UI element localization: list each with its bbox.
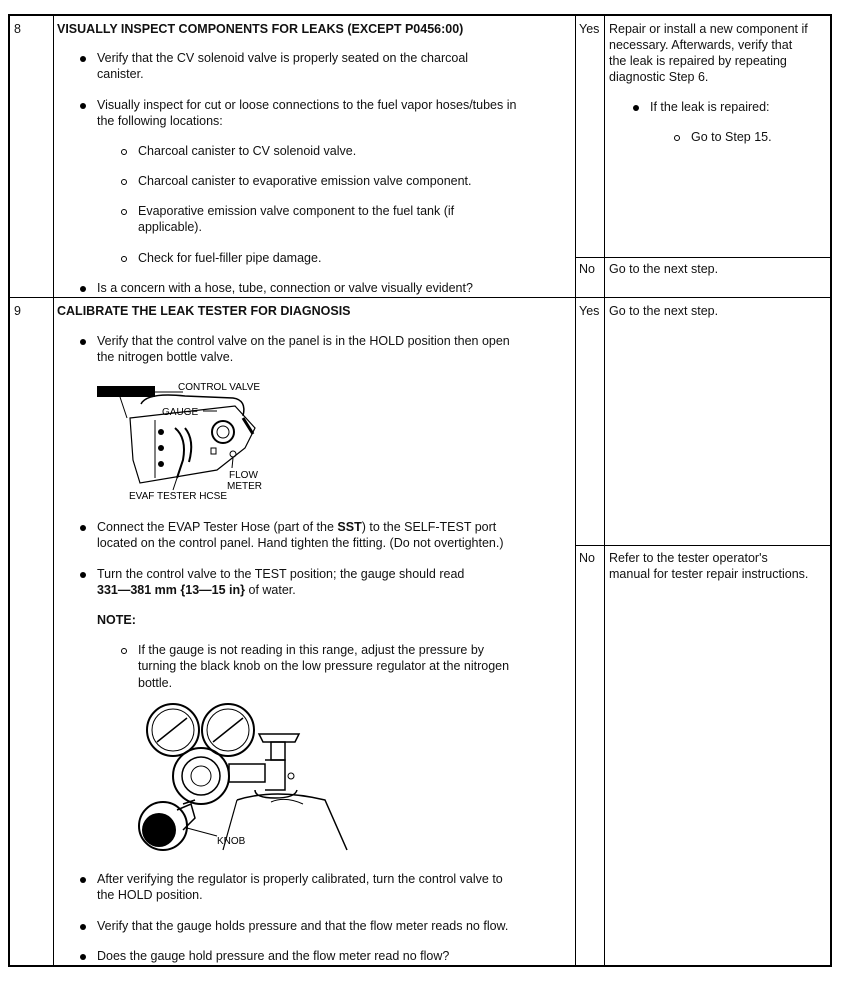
bullet [80,877,86,883]
step-number: 8 [14,22,21,36]
knob-callout: KNOB [217,836,246,847]
bullet [80,572,86,578]
note-line: bottle. [138,676,173,690]
instruction-line: Turn the control valve to the TEST position; the gauge should read [97,567,465,581]
instruction-line: located on the control panel. Hand tighten the fitting. (Do not overtighten.) [97,536,504,550]
instruction-text: ) to the SELF-TEST port [361,520,497,534]
yes-action: the leak is repaired by repeating [609,54,787,68]
yes-action: necessary. Afterwards, verify that [609,38,793,52]
instruction-line: Verify that the control valve on the panel is in the HOLD position then open [97,334,510,348]
no-label: No [579,262,595,276]
instruction-line: the nitrogen bottle valve. [97,350,234,364]
instruction-line [97,519,496,536]
row-divider [9,297,831,298]
bullet [80,924,86,930]
instruction-line: After verifying the regulator is properly calibrated, turn the control valve to [97,872,503,886]
sub-bullet [121,256,127,262]
location-item: Charcoal canister to evaporative emission valve component. [138,174,472,188]
location-item: Charcoal canister to CV solenoid valve. [138,144,357,158]
bullet [80,103,86,109]
sub-bullet [121,209,127,215]
instruction-line [97,582,296,599]
bullet [633,105,639,111]
step-question: Does the gauge hold pressure and the flow meter read no flow? [97,949,450,963]
instruction-line: Verify that the CV solenoid valve is properly seated on the charcoal [97,51,469,65]
yes-label: Yes [579,304,600,318]
location-item: Evaporative emission valve component to the fuel tank (if [138,204,455,218]
bullet [80,954,86,960]
location-item: applicable). [138,220,202,234]
step-title: CALIBRATE THE LEAK TESTER FOR DIAGNOSIS [57,304,351,318]
no-action: Go to the next step. [609,262,719,276]
yes-no-divider-8 [575,257,831,258]
leak-tester-panel-figure [95,378,285,500]
gauge-callout: GAUGE [162,407,199,418]
sub-bullet [121,179,127,185]
instruction-text: Connect the EVAP Tester Hose (part of the [97,520,338,534]
yes-no-divider-9 [575,545,831,546]
flow-callout: FLOW [229,470,258,481]
instruction-text: of water. [245,583,296,597]
instruction-line: the following locations: [97,114,223,128]
yes-goto: Go to Step 15. [691,130,772,144]
control-valve-callout: CONTROL VALVE [178,382,261,393]
col-divider-action [575,15,576,966]
sub-bullet [121,149,127,155]
yes-action: Repair or install a new component if [609,22,808,36]
bullet [80,525,86,531]
no-label: No [579,551,595,565]
instruction-line: Verify that the gauge holds pressure and that the flow meter reads no flow. [97,919,509,933]
location-item: Check for fuel-filler pipe damage. [138,251,322,265]
sub-bullet [121,648,127,654]
bullet [80,56,86,62]
bullet [80,286,86,292]
sub-bullet [674,135,680,141]
yes-label: Yes [579,22,600,36]
no-action: manual for tester repair instructions. [609,567,809,581]
instruction-line: canister. [97,67,144,81]
sst-text: SST [337,520,362,534]
instruction-line: Visually inspect for cut or loose connections to the fuel vapor hoses/tubes in [97,98,517,112]
step-number: 9 [14,304,21,318]
yes-action: diagnostic Step 6. [609,70,709,84]
hose-callout: EVAF TESTER HCSE [129,491,227,500]
meter-callout: METER [227,481,262,492]
note-label: NOTE: [97,613,136,627]
col-divider-step [53,15,54,966]
yes-action: Go to the next step. [609,304,719,318]
col-divider-answer [604,15,605,966]
no-action: Refer to the tester operator's [609,551,768,565]
instruction-line: the HOLD position. [97,888,203,902]
note-line: If the gauge is not reading in this range, adjust the pressure by [138,643,485,657]
pressure-spec: 331—381 mm {13—15 in} [97,583,246,597]
bullet [80,339,86,345]
step-title: VISUALLY INSPECT COMPONENTS FOR LEAKS (EXCEPT P0456:00) [57,22,464,36]
nitrogen-regulator-figure [125,700,355,856]
step-question: Is a concern with a hose, tube, connection or valve visually evident? [97,281,473,295]
yes-condition: If the leak is repaired: [650,100,770,114]
note-line: turning the black knob on the low pressure regulator at the nitrogen [138,659,510,673]
